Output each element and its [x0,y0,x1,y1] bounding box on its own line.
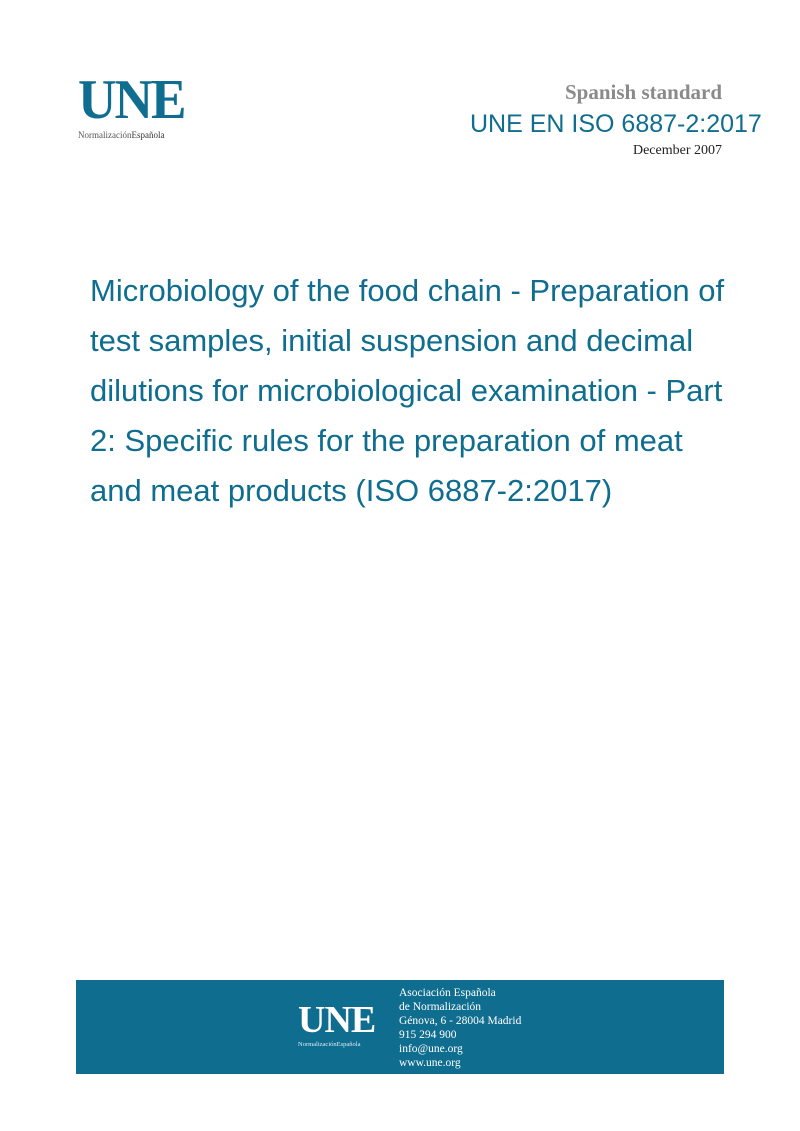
title-line: test samples, initial suspension and decimal [90,323,694,358]
standard-header [565,80,722,104]
logo-sub-left: Normalización [78,130,132,140]
footer-logo-subtitle [298,1041,388,1048]
standard-kind: Spanish standard [565,80,722,104]
org-name-line2: de Normalización [399,1001,482,1013]
org-name-line1: Asociación Española [399,987,496,999]
footer-logo-sub-right: Española [336,1041,361,1048]
org-web-link[interactable]: www.une.org [399,1057,461,1069]
title-line: dilutions for microbiological examination - Part [90,373,723,408]
footer-une-logo [298,999,388,1048]
footer-logo-sub-left: Normalización [298,1041,337,1048]
une-logo [78,69,198,146]
org-address: Génova, 6 - 28004 Madrid [399,1015,522,1027]
document-title [90,266,760,516]
org-phone: 915 294 900 [399,1029,457,1041]
title-line: and meat products (ISO 6887-2:2017) [90,473,613,508]
logo-sub-right: Española [131,130,165,140]
standard-date: December 2007 [632,143,722,158]
footer-contact [399,986,521,1070]
standard-code: UNE EN ISO 6887-2:2017 [470,110,762,138]
une-logo-mark: UNE [78,69,185,131]
footer-band [76,980,724,1074]
une-logo-subtitle [78,130,198,140]
title-line: Microbiology of the food chain - Preparation of [90,273,725,308]
footer-logo-mark: UNE [298,999,376,1041]
org-email-link[interactable]: info@une.org [399,1043,463,1055]
title-line: 2: Specific rules for the preparation of meat [90,423,683,458]
